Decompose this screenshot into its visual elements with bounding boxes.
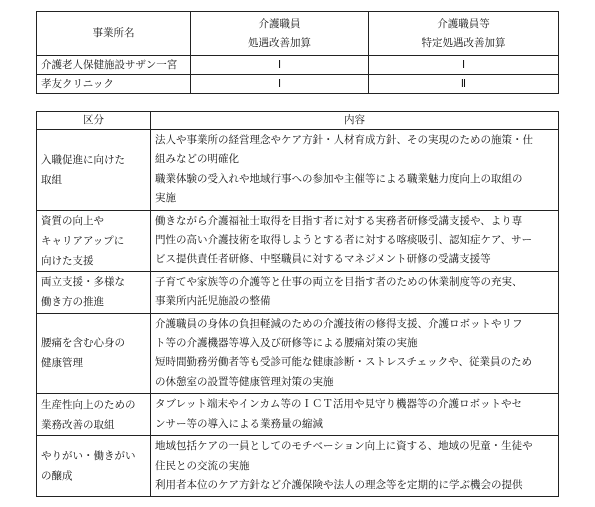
table-row — [37, 436, 559, 497]
content-line: の休憩室の設置等健康管理対策の実施 — [155, 375, 334, 388]
specific-treatment-level-cell: Ⅰ — [369, 56, 559, 75]
treatment-level-cell: Ⅰ — [191, 75, 369, 94]
table-row — [37, 210, 559, 271]
content-cell — [151, 271, 559, 313]
content-line: 介護職員の身体の負担軽減のための介護技術の修得支援、介護ロボットやリフ — [155, 317, 523, 330]
table-row — [37, 394, 559, 436]
header-line: 処遇改善加算 — [248, 36, 311, 49]
category-line: 健康管理 — [41, 357, 83, 370]
content-line: ビス提供責任者研修、中堅職員に対するマネジメント研修の受講支援等 — [155, 253, 491, 266]
content-line: 組みなどの明確化 — [155, 153, 239, 166]
header-line: 特定処遇改善加算 — [421, 36, 506, 49]
initiatives-table — [36, 111, 559, 497]
category-line: 生産性向上のための — [41, 398, 136, 411]
category-cell — [37, 313, 151, 394]
category-line: 腰痛を含む心身の — [41, 337, 125, 350]
table-row — [37, 56, 559, 75]
content-line: 短時間勤務労働者等も受診可能な健康診断・ストレスチェックや、従業員のため — [155, 356, 532, 369]
header-line: 介護職員等 — [437, 17, 490, 30]
facility-name-cell: 孝友クリニック — [37, 75, 191, 94]
table-row — [37, 271, 559, 313]
category-line: 業務改善の取組 — [41, 418, 115, 431]
content-line: 実施 — [155, 192, 176, 205]
content-line: 住民との交流の実施 — [155, 459, 250, 472]
content-line: 法人や事業所の経営理念やケア方針・人材育成方針、その実現のための施策・仕 — [155, 134, 533, 146]
table-row — [37, 313, 559, 394]
category-line: キャリアアップに — [41, 234, 125, 247]
content-line: ト等の介護機器等導入及び研修等による腰痛対策の実施 — [155, 337, 418, 350]
content-line: 利用者本位のケア方針など介護保険や法人の理念等を定期的に学ぶ機会の提供 — [155, 478, 523, 491]
category-line: 入職促進に向けた — [41, 153, 125, 166]
category-cell — [37, 394, 151, 436]
addition-status-table — [36, 11, 559, 94]
header-facility-name: 事業所名 — [37, 12, 191, 56]
content-line: 職業体験の受入れや地域行事への参加や主催等による職業魅力度向上の取組の — [155, 172, 523, 185]
specific-treatment-level-cell: Ⅱ — [369, 75, 559, 94]
table-row — [37, 130, 559, 211]
content-line: 子育てや家族等の介護等と仕事の両立を目指す者のための休業制度等の充実、 — [155, 275, 523, 288]
category-cell — [37, 436, 151, 497]
content-line: 働きながら介護福祉士取得を目指す者に対する実務者研修受講支援や、より専 — [155, 214, 523, 227]
content-cell — [151, 394, 559, 436]
category-cell — [37, 271, 151, 313]
category-cell — [37, 130, 151, 211]
content-cell — [151, 210, 559, 271]
category-line: 取組 — [41, 173, 62, 186]
facility-name-cell: 介護老人保健施設サザン一宮 — [37, 56, 191, 75]
category-line: 向けた支援 — [41, 254, 94, 267]
header-content: 内容 — [151, 112, 559, 130]
treatment-level-cell: Ⅰ — [191, 56, 369, 75]
category-line: 資質の向上や — [41, 214, 104, 227]
table-row — [37, 75, 559, 94]
category-line: 働き方の推進 — [41, 296, 104, 309]
table-header-row — [37, 12, 559, 56]
header-category: 区分 — [37, 112, 151, 130]
content-cell — [151, 130, 559, 211]
content-line: 門性の高い介護技術を取得しようとする者に対する喀痰吸引、認知症ケア、サー — [155, 234, 533, 247]
header-specific-treatment-improvement — [369, 12, 559, 56]
content-line: ンサー等の導入による業務量の縮減 — [155, 417, 323, 430]
content-line: タブレット端末やインカム等のＩＣＴ活用や見守り機器等の介護ロボットやセ — [155, 398, 522, 411]
category-line: 両立支援・多様な — [41, 276, 125, 289]
category-line: やりがい・働きがい — [41, 450, 136, 463]
content-line: 地域包括ケアの一員としてのモチベーション向上に資する、地域の児童・生徒や — [155, 440, 533, 453]
header-treatment-improvement — [191, 12, 369, 56]
table-header-row — [37, 112, 559, 130]
content-line: 事業所内託児施設の整備 — [155, 295, 271, 308]
content-cell — [151, 436, 559, 497]
category-line: の醸成 — [41, 470, 73, 483]
header-line: 介護職員 — [258, 17, 301, 30]
content-cell — [151, 313, 559, 394]
category-cell — [37, 210, 151, 271]
